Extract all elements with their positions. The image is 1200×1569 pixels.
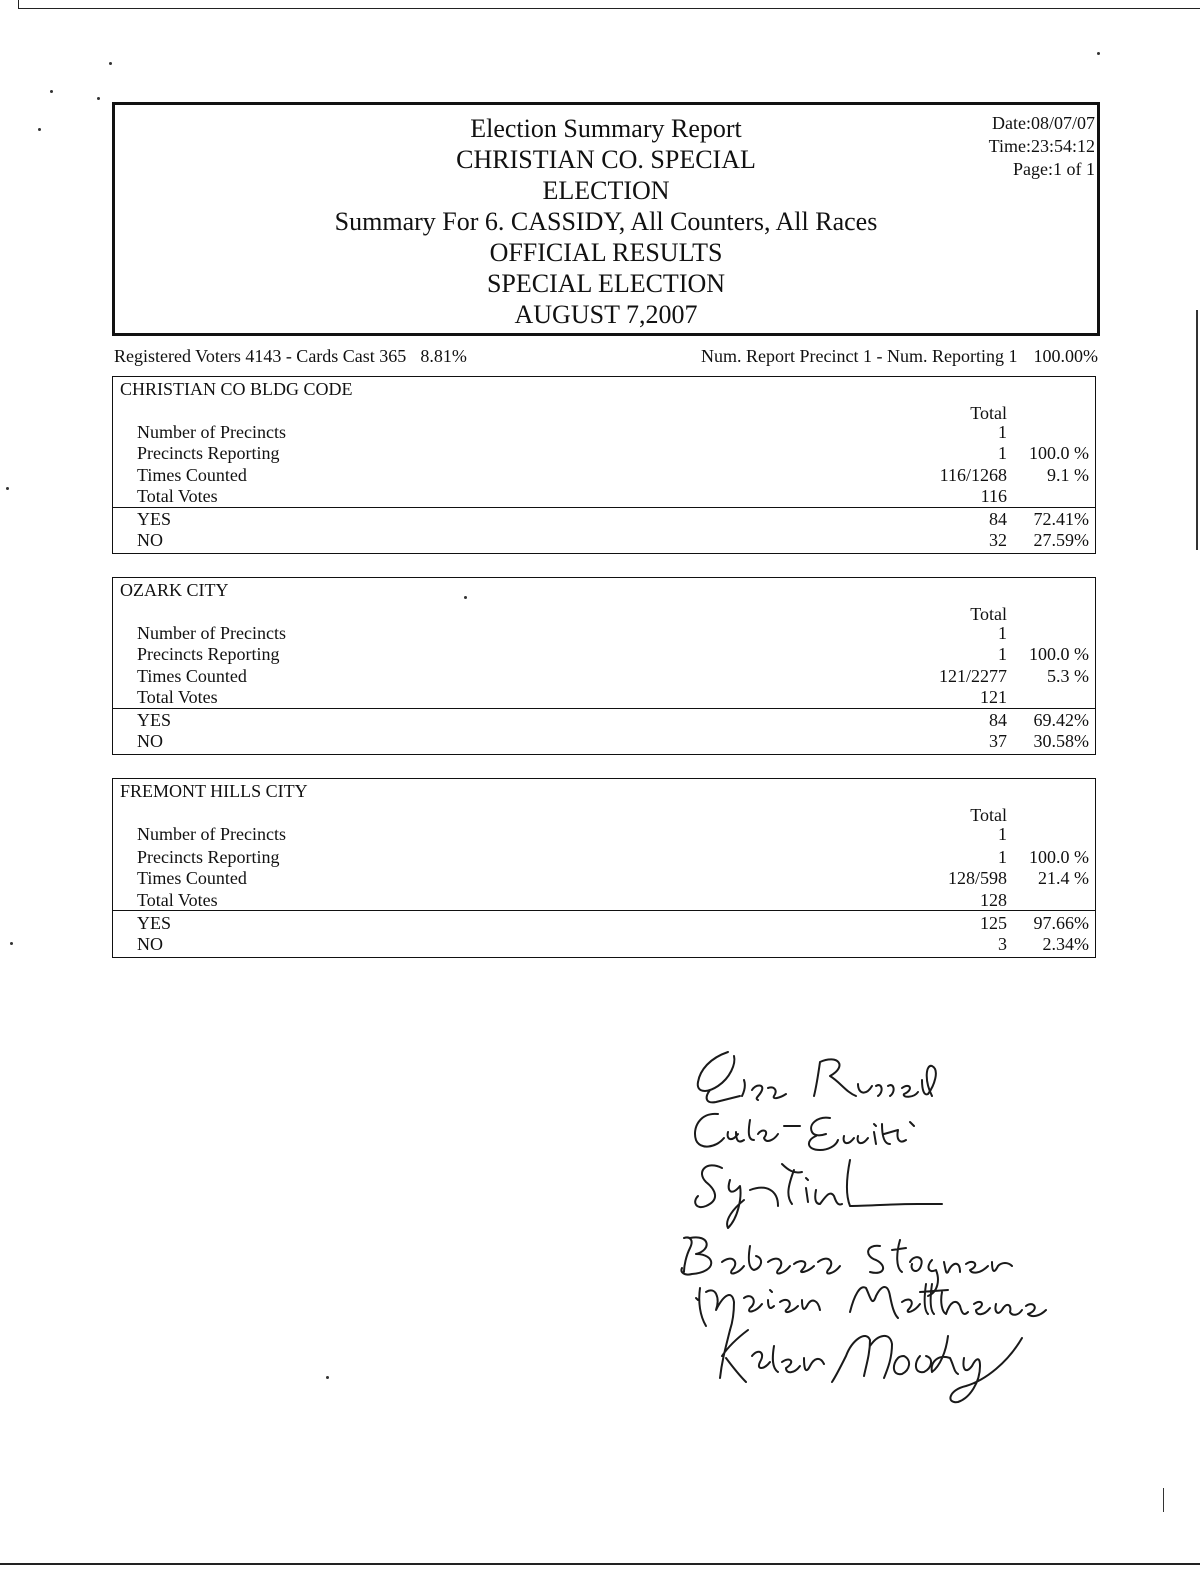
- race-stat-row: [113, 464, 1095, 486]
- reporting-percent: 100.00%: [1033, 346, 1098, 366]
- choice-label: NO: [137, 530, 163, 550]
- scan-speck: [326, 1376, 329, 1379]
- race-stat-row: [113, 867, 1095, 889]
- results-status: OFFICIAL RESULTS: [489, 238, 723, 267]
- choice-votes: 32: [989, 530, 1007, 550]
- stat-label: Number of Precincts: [137, 824, 286, 844]
- stat-percent: 100.0 %: [1029, 847, 1089, 867]
- choice-percent: 69.42%: [1033, 710, 1089, 730]
- choice-row: [113, 730, 1095, 752]
- stat-value: 116: [980, 486, 1007, 506]
- scan-top-edge: [18, 8, 1200, 9]
- choice-row: [113, 709, 1095, 731]
- report-title: Election Summary Report: [470, 114, 742, 143]
- race-title: CHRISTIAN CO BLDG CODE: [120, 379, 353, 399]
- race-title: OZARK CITY: [120, 580, 229, 600]
- total-header: Total: [970, 805, 1007, 825]
- choice-percent: 30.58%: [1033, 731, 1089, 751]
- stat-label: Number of Precincts: [137, 623, 286, 643]
- stat-percent: 100.0 %: [1029, 443, 1089, 463]
- stat-label: Times Counted: [137, 868, 247, 888]
- race-stat-row: [113, 889, 1095, 911]
- race-stat-row: [113, 622, 1095, 644]
- stat-value: 128/598: [947, 868, 1007, 888]
- stat-value: 128: [980, 890, 1007, 910]
- stat-value: 116/1268: [939, 465, 1007, 485]
- stat-value: 121: [980, 687, 1007, 707]
- turnout-left: [114, 344, 467, 368]
- scan-edge-mark: [1163, 1488, 1164, 1512]
- race-section: [112, 778, 1096, 958]
- turnout-percent: 8.81%: [420, 346, 467, 366]
- race-stat-row: [113, 643, 1095, 665]
- stat-label: Total Votes: [137, 687, 218, 707]
- signature: [698, 1052, 936, 1102]
- stat-value: 1: [998, 824, 1007, 844]
- race-section: [112, 376, 1096, 554]
- total-header: Total: [970, 403, 1007, 423]
- stat-value: 1: [998, 644, 1007, 664]
- stat-label: Total Votes: [137, 890, 218, 910]
- choice-percent: 72.41%: [1033, 509, 1089, 529]
- race-stat-row: [113, 665, 1095, 687]
- stat-value: 1: [998, 623, 1007, 643]
- report-meta: [989, 112, 1095, 181]
- report-subtitle: ELECTION: [542, 176, 670, 205]
- choice-percent: 27.59%: [1033, 530, 1089, 550]
- signature: [720, 1330, 1022, 1402]
- choice-votes: 84: [989, 710, 1007, 730]
- signature: [681, 1237, 1012, 1296]
- stat-label: Number of Precincts: [137, 422, 286, 442]
- scan-speck: [50, 90, 53, 93]
- stat-percent: 5.3 %: [1047, 666, 1089, 686]
- stat-percent: 9.1 %: [1047, 465, 1089, 485]
- stat-label: Precincts Reporting: [137, 443, 280, 463]
- stat-value: 1: [998, 422, 1007, 442]
- choice-row: [113, 912, 1095, 934]
- divider: [113, 910, 1095, 911]
- choice-label: YES: [137, 913, 172, 933]
- signature: [696, 1284, 1046, 1330]
- choice-label: NO: [137, 934, 163, 954]
- race-section: [112, 577, 1096, 755]
- choice-votes: 84: [989, 509, 1007, 529]
- race-stat-row: [113, 442, 1095, 464]
- total-header: Total: [970, 604, 1007, 624]
- scan-speck: [109, 62, 112, 65]
- signature-block: [670, 1040, 1070, 1420]
- report-time: Time:23:54:12: [988, 136, 1095, 156]
- choice-label: YES: [137, 710, 172, 730]
- stat-percent: 100.0 %: [1029, 644, 1089, 664]
- stat-value: 121/2277: [938, 666, 1007, 686]
- race-stat-row: [113, 823, 1095, 845]
- precinct-report-text: Num. Report Precinct 1 - Num. Reporting 1: [701, 346, 1018, 366]
- choice-label: NO: [137, 731, 163, 751]
- stat-label: Precincts Reporting: [137, 644, 280, 664]
- summary-for: Summary For 6. CASSIDY, All Counters, All Races: [334, 207, 878, 236]
- signature: [695, 1114, 914, 1150]
- choice-row: [113, 933, 1095, 955]
- stat-value: 1: [998, 847, 1007, 867]
- race-stat-row: [113, 421, 1095, 443]
- registered-voters: Registered Voters 4143 - Cards Cast 365: [114, 346, 407, 366]
- report-subtitle: CHRISTIAN CO. SPECIAL: [456, 145, 756, 174]
- choice-percent: 97.66%: [1033, 913, 1089, 933]
- scan-right-edge: [1196, 310, 1198, 550]
- scan-speck: [6, 487, 9, 490]
- choice-votes: 3: [998, 934, 1007, 954]
- election-name: SPECIAL ELECTION: [486, 269, 726, 298]
- race-stat-row: [113, 485, 1095, 507]
- scan-bottom-edge: [0, 1563, 1200, 1565]
- stat-label: Precincts Reporting: [137, 847, 280, 867]
- race-title: FREMONT HILLS CITY: [120, 781, 308, 801]
- signature: [695, 1160, 942, 1228]
- scan-speck: [97, 97, 100, 100]
- election-date: AUGUST 7,2007: [514, 300, 698, 329]
- stat-label: Times Counted: [137, 666, 247, 686]
- stat-label: Total Votes: [137, 486, 218, 506]
- race-stat-row: [113, 846, 1095, 868]
- choice-votes: 125: [980, 913, 1007, 933]
- stat-label: Times Counted: [137, 465, 247, 485]
- stat-percent: 21.4 %: [1038, 868, 1089, 888]
- scan-speck: [1097, 52, 1100, 55]
- choice-row: [113, 508, 1095, 530]
- choice-label: YES: [137, 509, 172, 529]
- race-stat-row: [113, 686, 1095, 708]
- stat-value: 1: [998, 443, 1007, 463]
- header-title-block: [115, 113, 1097, 330]
- turnout-summary: [114, 344, 1098, 368]
- choice-votes: 37: [989, 731, 1007, 751]
- scan-speck: [38, 128, 41, 131]
- scan-speck: [10, 942, 13, 945]
- report-page: Page:1 of 1: [1013, 159, 1095, 179]
- report-header: [112, 102, 1100, 336]
- precinct-report: [701, 344, 1098, 368]
- choice-percent: 2.34%: [1042, 934, 1089, 954]
- choice-row: [113, 529, 1095, 551]
- report-date: Date:08/07/07: [992, 113, 1095, 133]
